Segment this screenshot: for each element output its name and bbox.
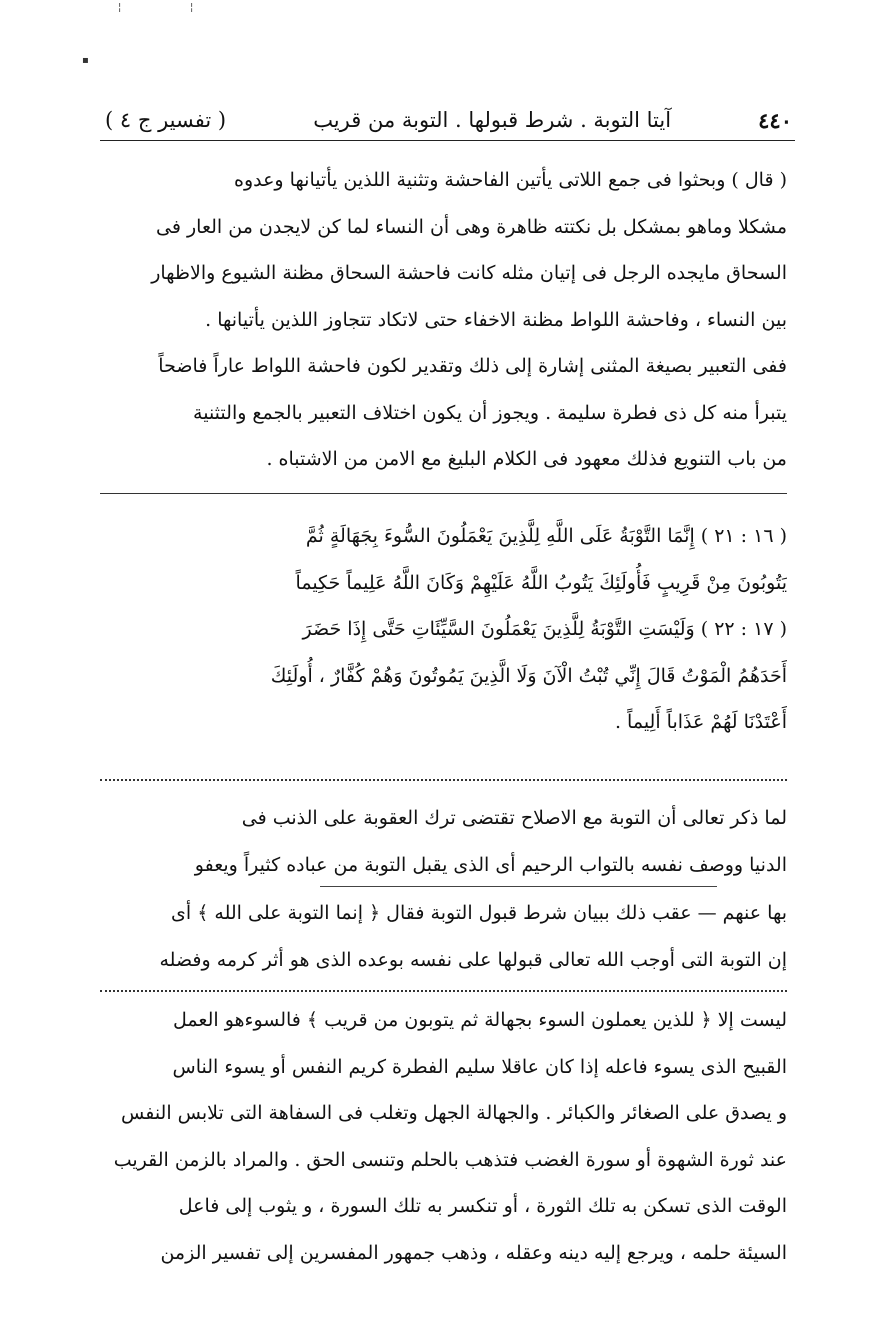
verse-line: ( ١٦ : ٢١ ) إِنَّمَا التَّوْبَةُ عَلَى اللَّهِ لِلَّذِينَ يَعْمَلُونَ السُّوءَ بِجَهَالَةٍ ثُمَّ xyxy=(305,525,787,547)
section-rule-dotted xyxy=(100,779,787,781)
quran-verses xyxy=(100,513,787,746)
page-number: ٤٤٠ xyxy=(758,107,792,133)
text-line: الدنيا ووصف نفسه بالتواب الرحيم أى الذى يقبل التوبة من عباده كثيراً ويعفو xyxy=(194,853,787,876)
scan-mark: ¦ xyxy=(118,2,122,13)
divider-rule xyxy=(320,886,717,887)
text-line: ليست إلا ﴿ للذين يعملون السوء بجهالة ثم يتوبون من قريب ﴾ فالسوءهو العمل xyxy=(173,1009,787,1031)
commentary-b xyxy=(100,997,787,1276)
text-line: يتبرأ منه كل ذى فطرة سليمة . ويجوز أن يكون اختلاف التعبير بالجمع والتثنية xyxy=(193,401,787,424)
header-title: آيتا التوبة . شرط قبولها . التوبة من قريب xyxy=(313,108,672,132)
running-header xyxy=(105,105,792,135)
text-line: ففى التعبير بصيغة المثنى إشارة إلى ذلك وتقدير لكون فاحشة اللواط عاراً فاضحاً xyxy=(158,355,787,377)
verse-line: ( ١٧ : ٢٢ ) وَلَيْسَتِ التَّوْبَةُ لِلَّذِينَ يَعْمَلُونَ السَّيِّئَاتِ حَتَّى إِذَا حَضَرَ xyxy=(302,618,787,640)
commentary-a-cont xyxy=(100,890,787,983)
header-rule xyxy=(100,140,795,141)
verse-line: أَحَدَهُمُ الْمَوْتُ قَالَ إِنِّي تُبْتُ الْآنَ وَلَا الَّذِينَ يَمُوتُونَ وَهُمْ كُفَّارٌ ، أُولَئِكَ xyxy=(270,664,787,687)
text-line: الوقت الذى تسكن به تلك الثورة ، أو تنكسر به تلك السورة ، و يثوب إلى فاعل xyxy=(178,1195,787,1217)
text-line: ( قال ) وبحثوا فى جمع اللاتى يأتين الفاحشة وتثنية اللذين يأتيانها وعدوه xyxy=(233,169,787,191)
scan-mark: ¦ xyxy=(190,2,194,13)
verse-line: يَتُوبُونَ مِنْ قَرِيبٍ فَأُولَئِكَ يَتُوبُ اللَّهُ عَلَيْهِمْ وَكَانَ اللَّهُ عَلِيماً حَكِيماً xyxy=(295,571,787,594)
text-line: من باب التنويع فذلك معهود فى الكلام البليغ مع الامن من الاشتباه . xyxy=(266,448,787,470)
text-line: إن التوبة التى أوجب الله تعالى قبولها على نفسه بوعده الذى هو أثر كرمه وفضله xyxy=(159,948,787,971)
section-rule-dotted xyxy=(100,990,787,992)
verse-line: أَعْتَدْنَا لَهُمْ عَذَاباً أَلِيماً . xyxy=(614,711,787,733)
text-line: السيئة حلمه ، ويرجع إليه دينه وعقله ، وذهب جمهور المفسرين إلى تفسير الزمن xyxy=(160,1241,787,1264)
text-line: بين النساء ، وفاحشة اللواط مظنة الاخفاء حتى لاتكاد تتجاوز اللذين يأتيانها . xyxy=(205,308,787,331)
section-rule xyxy=(100,493,787,494)
commentary-top xyxy=(100,157,787,483)
text-line: السحاق مايجده الرجل فى إتيان مثله كانت فاحشة السحاق مظنة الشيوع والاظهار xyxy=(151,262,787,284)
header-volume: ( تفسير ج ٤ ) xyxy=(105,108,227,132)
text-line: بها عنهم — عقب ذلك ببيان شرط قبول التوبة فقال ﴿ إنما التوبة على الله ﴾ أى xyxy=(171,902,787,924)
commentary-a xyxy=(100,795,787,888)
text-line: مشكلا وماهو بمشكل بل نكتته ظاهرة وهى أن النساء لما كن لايجدن من العار فى xyxy=(156,215,787,238)
text-line: لما ذكر تعالى أن التوبة مع الاصلاح تقتضى ترك العقوبة على الذنب فى xyxy=(241,807,787,829)
scan-dot: ▪ xyxy=(82,55,89,66)
text-line: عند ثورة الشهوة أو سورة الغضب فتذهب بالحلم وتنسى الحق . والمراد بالزمن القريب xyxy=(113,1148,787,1171)
text-line: القبيح الذى يسوء فاعله إذا كان عاقلا سليم الفطرة كريم النفس أو يسوء الناس xyxy=(172,1055,787,1078)
text-line: و يصدق على الصغائر والكبائر . والجهالة الجهل وتغلب فى السفاهة التى تلابس النفس xyxy=(120,1102,787,1124)
